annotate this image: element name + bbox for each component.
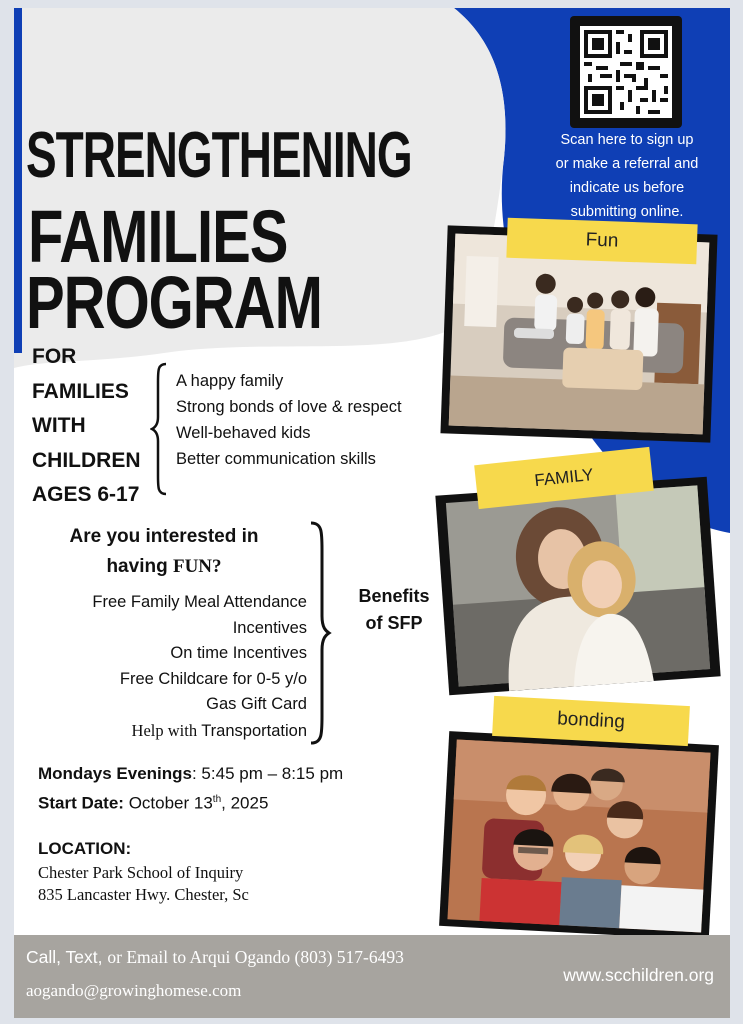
contact-call-text: Call, Text, xyxy=(26,947,108,967)
incentive-transportation: Transportation xyxy=(201,721,307,740)
incentive-item: Free Childcare for 0-5 y/o xyxy=(119,669,307,688)
title-program: PROGRAM xyxy=(26,261,322,345)
benefits-line-1: Benefits xyxy=(358,586,430,606)
benefits-line-2: of SFP xyxy=(365,613,423,633)
group-of-teens-photo xyxy=(439,731,719,940)
interest-having: having xyxy=(106,556,173,577)
schedule-start-label: Start Date: xyxy=(38,793,124,813)
incentive-help-with: Help with xyxy=(131,720,202,740)
photo-bonding xyxy=(439,731,719,940)
incentive-item: Free Family Meal Attendance xyxy=(92,593,307,611)
schedule-start-sup: th xyxy=(212,794,222,805)
contact-email-to: Email to Arqui Ogando (803) 517-6493 xyxy=(126,947,404,967)
location-heading: LOCATION: xyxy=(38,839,132,858)
incentive-item: On time Incentives xyxy=(170,644,307,663)
audience-line: AGES 6-17 xyxy=(32,483,140,506)
contact-email[interactable]: aogando@growinghomese.com xyxy=(26,981,242,1000)
title-families: FAMILIES xyxy=(28,195,288,279)
title-strengthening: STRENGTHENING xyxy=(26,117,412,192)
schedule-day-label: Mondays Evenings xyxy=(38,764,192,783)
outcome-item: Well-behaved kids xyxy=(176,424,311,442)
incentive-item: Incentives xyxy=(232,618,307,637)
location xyxy=(38,836,249,906)
interest-line-1: Are you interested in xyxy=(69,526,259,547)
schedule-start-year: , 2025 xyxy=(221,793,269,813)
schedule-start-value: October 13 xyxy=(123,793,213,813)
incentive-item: Gas Gift Card xyxy=(206,695,307,714)
right-brace-icon xyxy=(308,520,332,746)
photo-tag-family: FAMILY xyxy=(474,447,654,509)
audience-text xyxy=(32,340,141,513)
flyer xyxy=(14,8,730,1018)
schedule-day-value: : 5:45 pm – 8:15 pm xyxy=(191,764,344,783)
qr-caption xyxy=(534,128,720,224)
incentives-list xyxy=(44,590,307,745)
photo-family xyxy=(435,477,720,695)
outcome-item: Strong bonds of love & respect xyxy=(176,398,402,416)
audience-line: FOR xyxy=(32,345,77,368)
qr-code-icon xyxy=(580,26,672,118)
contact-line xyxy=(26,947,404,968)
schedule-start xyxy=(38,787,343,817)
contact-footer xyxy=(14,935,730,1018)
outcomes-list xyxy=(176,368,402,472)
audience-line: FAMILIES xyxy=(32,379,129,403)
left-blue-stripe xyxy=(14,8,22,353)
qr-caption-line: submitting online. xyxy=(570,204,684,220)
schedule-day xyxy=(38,761,343,787)
schedule xyxy=(38,761,343,817)
outcome-item: A happy family xyxy=(176,372,284,390)
contact-or: or xyxy=(107,947,127,967)
location-name: Chester Park School of Inquiry xyxy=(38,863,244,882)
qr-caption-line: indicate us before xyxy=(569,180,685,196)
qr-caption-line: Scan here to sign up xyxy=(560,132,694,148)
qr-code[interactable] xyxy=(570,16,682,128)
mother-daughter-photo xyxy=(435,477,720,695)
audience-line: CHILDREN xyxy=(32,448,141,472)
interest-question xyxy=(34,522,294,582)
incentive-item xyxy=(44,718,307,745)
photo-tag-fun: Fun xyxy=(506,218,697,265)
photo-tag-bonding: bonding xyxy=(492,696,690,746)
left-brace-icon xyxy=(150,362,170,496)
website-link[interactable]: www.scchildren.org xyxy=(563,965,714,985)
interest-line-2 xyxy=(34,552,294,582)
audience-line: WITH xyxy=(32,414,86,437)
outcome-item: Better communication skills xyxy=(176,450,376,468)
benefits-of-sfp xyxy=(344,583,444,637)
interest-fun: FUN? xyxy=(172,556,222,577)
qr-caption-line: or make a referral and xyxy=(555,156,699,172)
location-address: 835 Lancaster Hwy. Chester, Sc xyxy=(38,885,249,904)
